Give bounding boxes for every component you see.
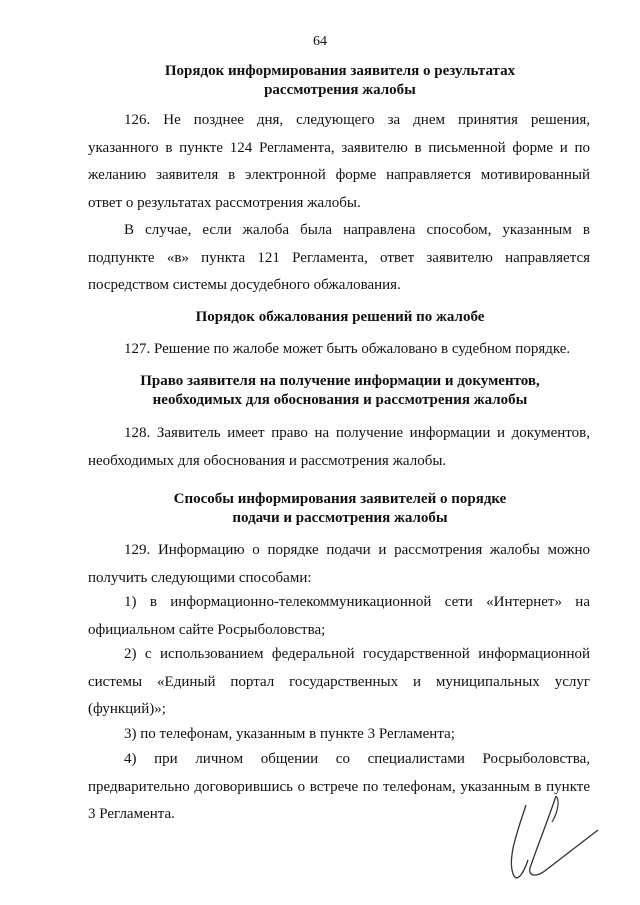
paragraph-129: 129. Информацию о порядке подачи и рассмотрения жалобы можно получить следующими способами: <box>88 542 590 586</box>
list-item-2: 2) с использованием федеральной государственной информационной системы «Единый портал государственных и муниципальных услуг (функций)»; <box>88 646 590 717</box>
list-item-4: 4) при личном общении со специалистами Росрыболовства, предварительно договорившись о встрече по телефонам, указанным в пункте 3 Регламента. <box>88 751 590 822</box>
paragraph-126-continuation: В случае, если жалоба была направлена способом, указанным в подпункте «в» пункта 121 Регламента, ответ заявителю направляется посредством системы досудебного обжалования. <box>88 222 590 293</box>
section-heading-result-notification: Порядок информирования заявителя о результатах рассмотрения жалобы <box>164 63 516 98</box>
section-heading-appeal-order: Порядок обжалования решений по жалобе <box>195 309 485 325</box>
signature-mark <box>498 790 608 890</box>
paragraph-127: 127. Решение по жалобе может быть обжаловано в судебном порядке. <box>124 341 571 357</box>
list-item-1: 1) в информационно-телекоммуникационной сети «Интернет» на официальном сайте Росрыболовства; <box>88 594 590 638</box>
paragraph-128: 128. Заявитель имеет право на получение информации и документов, необходимых для обоснования и рассмотрения жалобы. <box>88 425 590 469</box>
page-number: 64 <box>313 34 327 49</box>
paragraph-126: 126. Не позднее дня, следующего за днем принятия решения, указанного в пункте 124 Регламента, заявителю в письменной форме и по желанию заявителя в электронной форме направляется мотивированный ответ о результатах рассмотрения жалобы. <box>88 112 590 211</box>
section-heading-right-to-information: Право заявителя на получение информации и документов, необходимых для обоснования и рассмотрения жалобы <box>140 373 540 408</box>
section-heading-information-methods: Способы информирования заявителей о порядке подачи и рассмотрения жалобы <box>173 491 507 526</box>
list-item-3: 3) по телефонам, указанным в пункте 3 Регламента; <box>124 726 455 742</box>
